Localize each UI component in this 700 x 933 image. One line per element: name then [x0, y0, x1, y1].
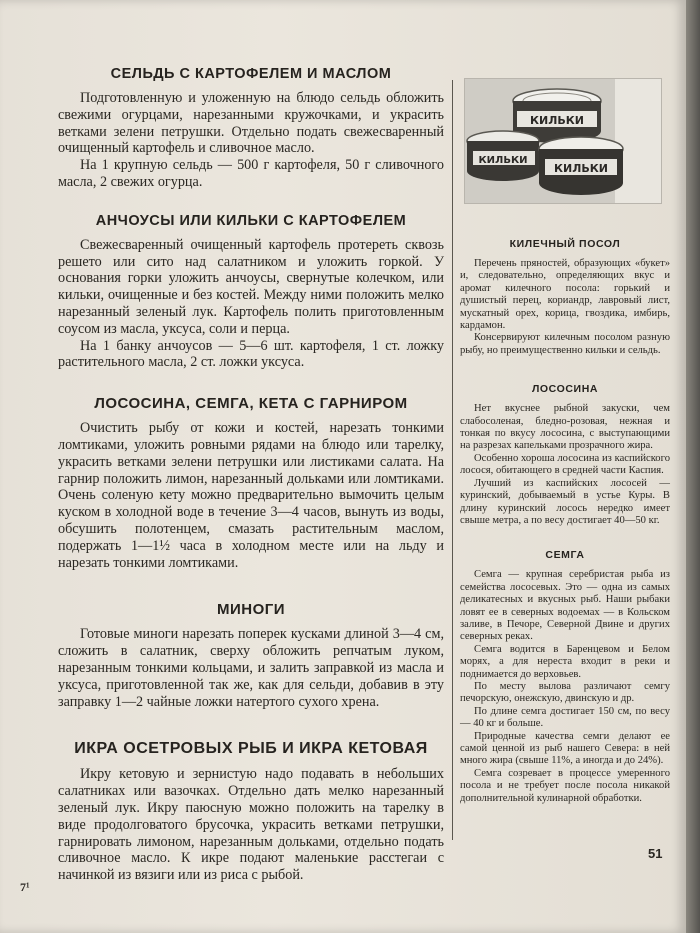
paragraph: На 1 банку анчоусов — 5—6 шт. картофеля, 1 ст. ложку растительного масла, 2 ст. ложки уксуса.	[58, 337, 444, 371]
section-herring	[58, 66, 444, 191]
section-title: СЕЛЬДЬ С КАРТОФЕЛЕМ И МАСЛОМ	[110, 66, 392, 82]
sidebar-paragraph: Семга созревает в процессе умеренного посола и не требует после посола никакой дополнительной кулинарной обработки.	[460, 767, 670, 804]
paragraph: На 1 крупную сельдь — 500 г картофеля, 50 г сливочного масла, 2 свежих огурца.	[58, 157, 444, 190]
section-anchovies	[58, 213, 444, 371]
cans-illustration	[465, 79, 661, 203]
section-caviar	[58, 740, 444, 884]
section-title: АНЧОУСЫ ИЛИ КИЛЬКИ С КАРТОФЕЛЕМ	[95, 212, 407, 229]
sidebar-paragraph: Природные качества семги делают ее самой ценной из рыб нашего Севера: в ней много жира (свыше 11%, а иногда и до 24%).	[460, 730, 670, 767]
section-lampreys	[58, 601, 444, 710]
sidebar-paragraph: Семга — крупная серебристая рыба из семейства лососевых. Это — одна из самых деликатесных и вкусных рыб. Наши рыбаки ловят ее в северных водоемах — в Кольском заливе, в Печоре, Северной Двине и других северных реках.	[460, 569, 670, 643]
book-edge-shadow	[686, 0, 700, 933]
sidebar-paragraph: Лучший из каспийских лососей — куринский, добываемый в устье Куры. В длину куринский лосось нередко имеет свыше метра, а по весу достигает 40—50 кг.	[460, 477, 670, 526]
sidebar-paragraph: По месту вылова различают семгу печорскую, онежскую, двинскую и др.	[460, 680, 670, 705]
sidebar-paragraph: Перечень пряностей, образующих «букет» и, следовательно, определяющих вкус и аромат килечного посола: горький и душистый перец, кориандр, лавровый лист, мускатный орех, корица, гвоздика, имбирь, кардамон.	[460, 258, 670, 332]
page-number: 51	[648, 846, 663, 861]
sidebar-paragraph: Семга водится в Баренцевом и Белом морях, а для нереста входит в реки и поднимается до верховьев.	[460, 643, 670, 680]
sidebar-title: СЕМГА	[545, 549, 585, 562]
sidebar-semga	[460, 549, 670, 805]
right-column	[460, 78, 670, 805]
section-title: ИКРА ОСЕТРОВЫХ РЫБ И ИКРА КЕТОВАЯ	[74, 740, 428, 758]
signature-mark: 7¹	[20, 880, 30, 894]
can-label: КИЛЬКИ	[530, 114, 584, 127]
can-label: КИЛЬКИ	[554, 162, 608, 175]
sidebar-paragraph: Особенно хороша лососина из каспийского лосося, обитающего в средней части Каспия.	[460, 452, 670, 477]
sidebar-salmon	[460, 383, 670, 527]
column-divider	[452, 80, 453, 840]
paragraph: Свежесваренный очищенный картофель протереть сквозь решето или сито над салатником и уложить горкой. У основания горки уложить анчоусы, свернутые колечком, или кильки, очищенные и без костей. Между ними положить мелко нарезанный зеленый лук. Картофель полить приготовленным соусом из масла, уксуса, соли и перца.	[58, 236, 444, 337]
sprat-cans-photo	[464, 78, 662, 204]
paragraph: Очистить рыбу от кожи и костей, нарезать тонкими ломтиками, уложить ровными рядами на блюдо или тарелку, украсить ветками зелени петрушки или листиками салата. На гарнир положить лимон, нарезанный дольками или ломтиками. Очень соленую кету можно предварительно вымочить целым куском в холодной воде в течение 3—4 часов, вынуть из воды, обсушить полотенцем, смазать растительным маслом, подержать 1—1½ часа в холодном месте или на льду и нарезать тонкими ломтиками.	[58, 420, 444, 571]
paragraph: Готовые миноги нарезать поперек кусками длиной 3—4 см, сложить в салатник, сверху обложить репчатым луком, нарезанным тонкими кольцами, и залить заправкой из масла и уксуса, приготовленной так же, как для сельди, добавив в эту заправку 1—2 чайные ложки натертого сухого хрена.	[58, 626, 444, 710]
left-column	[58, 48, 444, 884]
sidebar-paragraph: Консервируют килечным посолом разную рыбу, но преимущественно кильки и сельдь.	[460, 332, 670, 356]
sidebar-paragraph: Нет вкуснее рыбной закуски, чем слабосоленая, бледно-розовая, нежная и тонкая по вкусу лососина, с выступающими на разрезах капельками прозрачного жира.	[460, 403, 670, 452]
paragraph: Подготовленную и уложенную на блюдо сельдь обложить свежими огурцами, нарезанными кружочками, и украсить ветками зелени петрушки. Отдельно подать свежесваренный очищенный картофель и сливочное масло.	[58, 90, 444, 157]
section-salmon	[58, 395, 444, 571]
sidebar-title: ЛОСОСИНА	[531, 383, 599, 396]
sidebar-title: КИЛЕЧНЫЙ ПОСОЛ	[509, 238, 621, 250]
section-title: ЛОСОСИНА, СЕМГА, КЕТА С ГАРНИРОМ	[94, 395, 408, 413]
section-title: МИНОГИ	[216, 601, 286, 619]
can-label: КИЛЬКИ	[478, 155, 528, 166]
paragraph: Икру кетовую и зернистую надо подавать в небольших салатниках или вазочках. Отдельно дать мелко нарезанный зеленый лук. Икру паюсную можно положить на тарелку в виде продолговатого брусочка, украсить ветками петрушки, гарнировать лимоном, нарезанным дольками, отдельно подать сливочное масло. К икре подают маленькие расстегаи с начинкой из вязиги или из риса с рыбой.	[58, 766, 444, 884]
sidebar-paragraph: По длине семга достигает 150 см, по весу — 40 кг и больше.	[460, 705, 670, 730]
sidebar-sprat-brine	[460, 238, 670, 357]
